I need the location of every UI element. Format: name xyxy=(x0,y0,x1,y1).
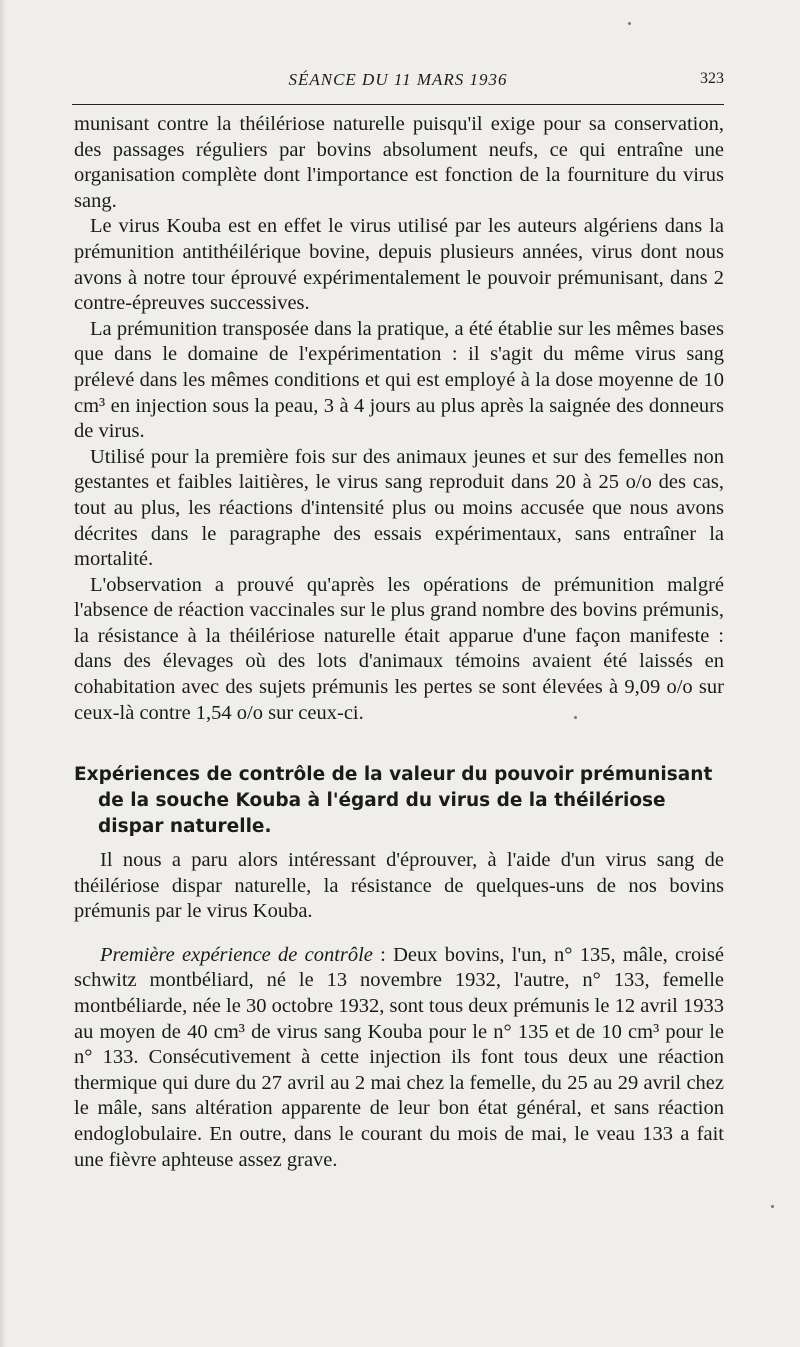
paragraph-4: Utilisé pour la première fois sur des animaux jeunes et sur des femelles non gestantes et faibles laitières, le virus sang reproduit dans 20 à 25 o/o des cas, tout au plus, les réactions d'intensité plus ou moins accusée que nous avons décrites dans le paragraphe des essais expérimentaux, sans entraîner la mortalité. xyxy=(74,445,724,571)
paper-speck xyxy=(628,22,631,25)
page-number: 323 xyxy=(700,70,724,87)
paragraph-3: La prémunition transposée dans la pratique, a été établie sur les mêmes bases que dans le domaine de l'expérimentation : il s'agit du même virus sang prélevé dans les mêmes conditions et qui est employé à la dose moyenne de 10 cm³ en injection sous la peau, 3 à 4 jours au plus après la saignée des donneurs de virus. xyxy=(74,317,724,443)
paper-speck xyxy=(771,1205,774,1208)
experiment-title: Première expérience de contrôle xyxy=(100,943,373,966)
paragraph-2: Le virus Kouba est en effet le virus utilisé par les auteurs algériens dans la prémunition antithéilérique bovine, depuis plusieurs années, virus dont nous avons à notre tour éprouvé expérimentalement le pouvoir prémunisant, dans 2 contre-épreuves successives. xyxy=(74,215,724,315)
experiment-paragraph xyxy=(74,943,724,1173)
experiment-text: : Deux bovins, l'un, n° 135, mâle, croisé schwitz montbéliard, né le 13 novembre 1932, l'autre, n° 133, femelle montbéliarde, née le 30 octobre 1932, sont tous deux prémunis le 12 avril 1933 au moyen de 40 cm³ de virus sang Kouba pour le n° 135 et de 10 cm³ pour le n° 133. Consécutivement à cette injection ils font tous deux une réaction thermique qui dure du 27 avril au 2 mai chez la femelle, du 25 au 29 avril chez le mâle, sans altération apparente de leur bon état général, et sans réaction endoglobulaire. En outre, dans le courant du mois de mai, le veau 133 a fait une fièvre aphteuse assez grave. xyxy=(74,943,724,1171)
paragraph-1: munisant contre la théilériose naturelle puisqu'il exige pour sa conservation, des passages réguliers par bovins absolument neufs, ce qui entraîne une organisation complète dont l'importance est fonction de la fourniture du virus sang. xyxy=(74,113,724,212)
paper-speck xyxy=(574,716,577,719)
page-edge-shadow xyxy=(0,0,6,1347)
body-text-section xyxy=(74,848,724,1191)
header-rule xyxy=(72,104,724,105)
paragraph-5: L'observation a prouvé qu'après les opérations de prémunition malgré l'absence de réaction vaccinales sur le plus grand nombre des bovins prémunis, la résistance à la théilériose naturelle était apparue d'une façon manifeste : dans des élevages où des lots d'animaux témoins avaient été laissés en cohabitation avec des sujets prémunis les pertes se sont élevées à 9,09 o/o sur ceux-là contre 1,54 o/o sur ceux-ci. xyxy=(74,573,724,724)
section-intro-paragraph: Il nous a paru alors intéressant d'éprouver, à l'aide d'un virus sang de théilériose dispar naturelle, la résistance de quelques-uns de nos bovins prémunis par le virus Kouba. xyxy=(74,849,724,923)
section-heading: Expériences de contrôle de la valeur du pouvoir prémunisant de la souche Kouba à l'égard du virus de la théilériose dispar naturelle. xyxy=(74,764,713,837)
body-text-top xyxy=(74,112,724,726)
running-title: SÉANCE DU 11 MARS 1936 xyxy=(288,70,508,89)
running-header xyxy=(72,70,724,98)
